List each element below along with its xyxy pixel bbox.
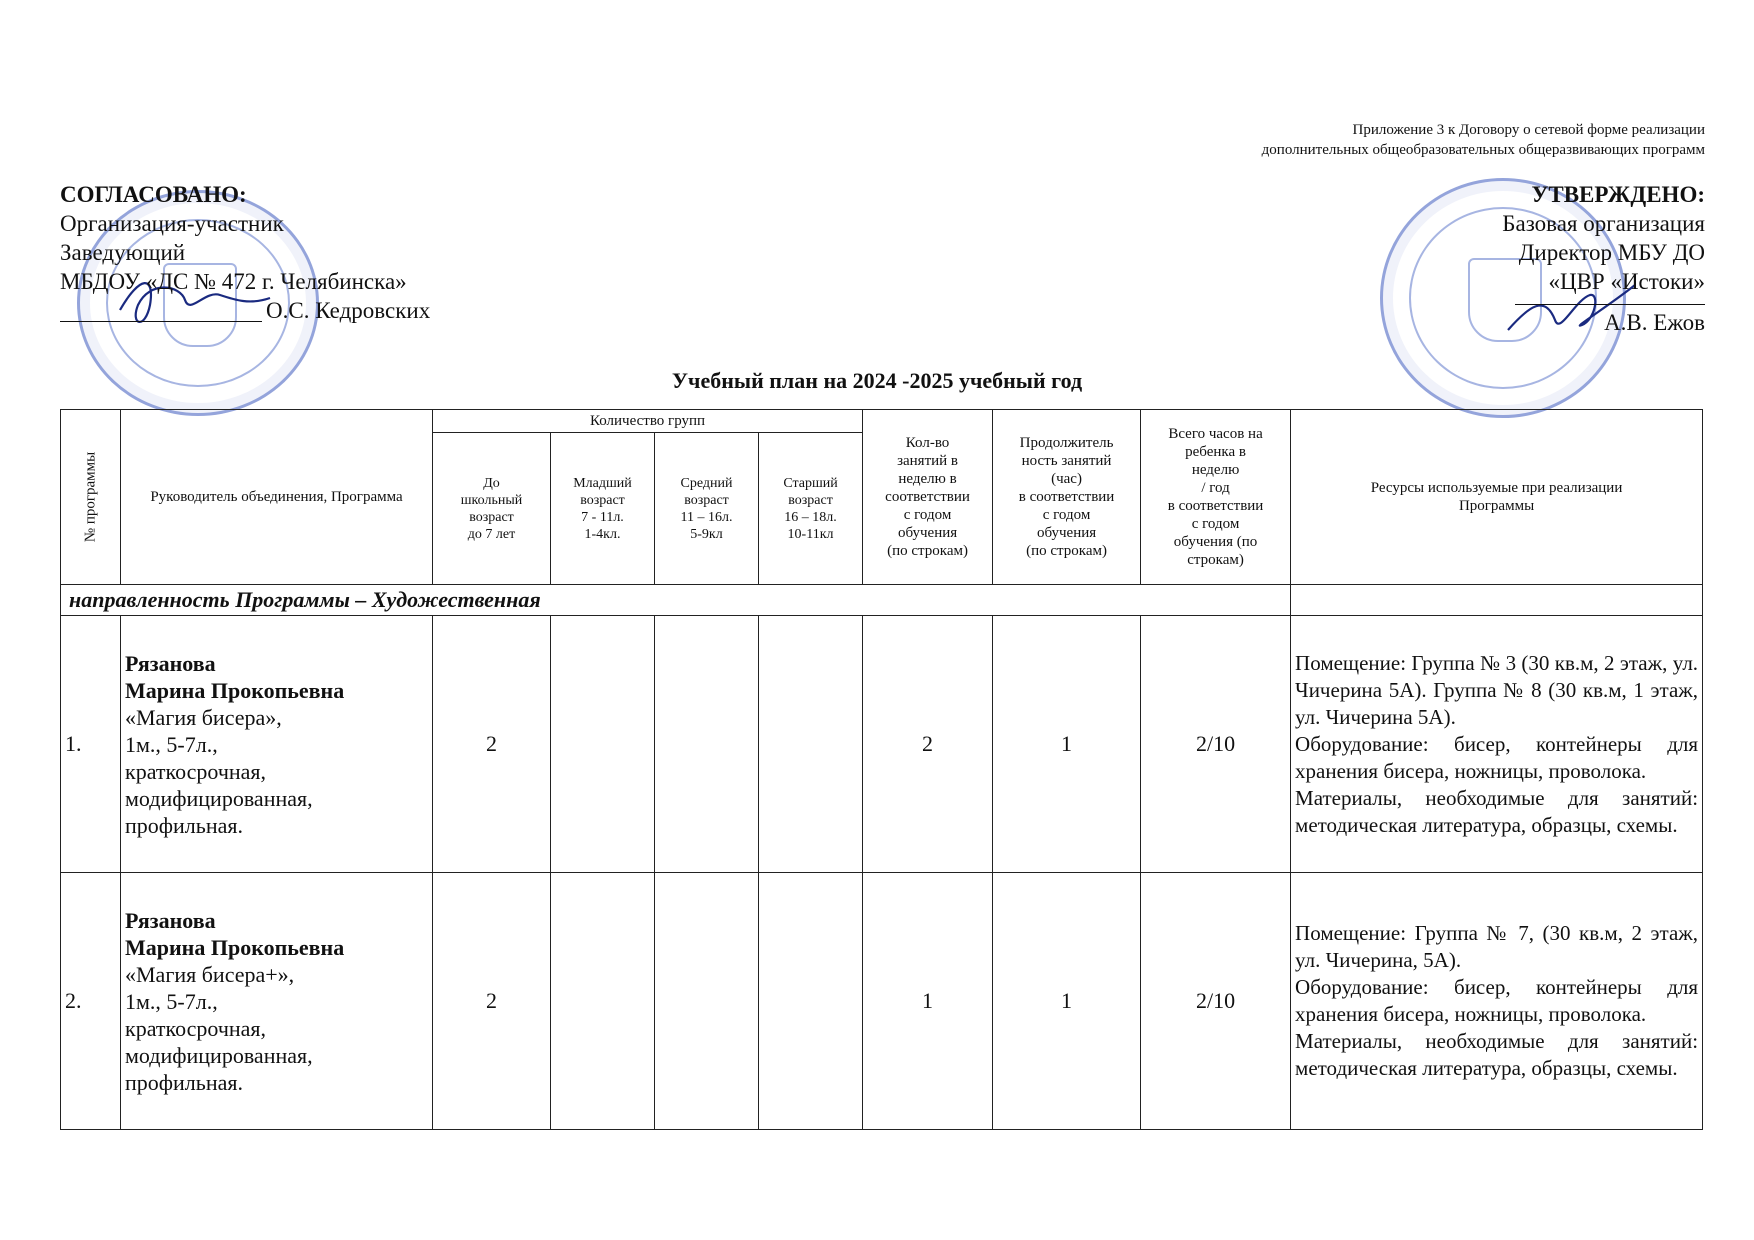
- header-middle-line: 5-9кл: [690, 526, 723, 542]
- approved-signature-line: [1285, 296, 1705, 308]
- table-header-row: [61, 410, 1703, 433]
- resource-materials: Материалы, необходимые для занятий: методическая литература, образцы, схемы.: [1295, 1029, 1699, 1080]
- approved-org: Базовая организация: [1502, 211, 1705, 236]
- agreed-signature-line: [60, 296, 530, 325]
- header-senior-line: 10-11кл: [787, 526, 834, 542]
- curriculum-table: [60, 409, 1703, 1130]
- page-title: Учебный план на 2024 -2025 учебный год: [671, 368, 1083, 393]
- row-number: 1.: [61, 616, 121, 873]
- cell-junior: [551, 873, 655, 1130]
- header-middle-line: Средний: [680, 475, 733, 491]
- leader-surname: Рязанова: [125, 907, 216, 933]
- program-detail: 1м., 5-7л.,: [125, 988, 218, 1014]
- header-middle: [655, 433, 759, 585]
- program-detail: краткосрочная,: [125, 758, 267, 784]
- program-detail: профильная.: [125, 1069, 243, 1095]
- header-senior-line: Старший: [783, 475, 838, 491]
- header-duration-line: (час): [1051, 471, 1082, 487]
- header-duration-line: в соответствии: [1018, 489, 1115, 505]
- cell-total: 2/10: [1141, 616, 1291, 873]
- header-lessons-line: с годом: [903, 507, 952, 523]
- header-total-hours: [1141, 410, 1291, 585]
- header-lessons-line: обучения: [897, 525, 958, 541]
- leader-name: Марина Прокопьевна: [125, 677, 345, 703]
- cell-middle: [655, 616, 759, 873]
- approved-signer: А.В. Ежов: [1604, 310, 1705, 335]
- program-name: «Магия бисера»,: [125, 704, 282, 730]
- header-program-number: [61, 410, 121, 585]
- header-total-line: / год: [1201, 480, 1230, 496]
- header-total-line: обучения (по: [1173, 534, 1258, 550]
- header-lessons-line: соответствии: [885, 489, 970, 505]
- header-middle-line: 11 – 16л.: [680, 509, 733, 525]
- approved-block: [1285, 180, 1705, 337]
- table-row: [61, 616, 1703, 873]
- header-lessons: [863, 410, 993, 585]
- agreed-position: Заведующий: [60, 240, 186, 265]
- cell-lessons: 1: [863, 873, 993, 1130]
- header-duration-line: обучения: [1036, 525, 1097, 541]
- header-total-line: неделю: [1191, 462, 1240, 478]
- cell-junior: [551, 616, 655, 873]
- program-detail: краткосрочная,: [125, 1015, 267, 1041]
- header-resources-line: Ресурсы используемые при реализации: [1370, 480, 1623, 496]
- program-detail: модифицированная,: [125, 785, 313, 811]
- header-junior: [551, 433, 655, 585]
- header-preschool-line: до 7 лет: [467, 526, 516, 542]
- cell-resources: [1291, 873, 1703, 1130]
- agreed-block: [60, 180, 530, 325]
- leader-surname: Рязанова: [125, 650, 216, 676]
- header-duration: [993, 410, 1141, 585]
- agreed-signer: О.С. Кедровских: [266, 298, 431, 323]
- header-program-number-text: № программы: [82, 451, 98, 543]
- table-row: [61, 873, 1703, 1130]
- header-total-line: Всего часов на: [1168, 426, 1263, 442]
- approved-institution: «ЦВР «Истоки»: [1548, 269, 1705, 294]
- section-empty-cell: [1291, 585, 1703, 616]
- header-junior-line: Младший: [573, 475, 632, 491]
- cell-senior: [759, 873, 863, 1130]
- section-label: направленность Программы – Художественная: [61, 585, 1291, 616]
- header-senior-line: 16 – 18л.: [784, 509, 837, 525]
- cell-lessons: 2: [863, 616, 993, 873]
- header-preschool-line: школьный: [460, 492, 523, 508]
- header-leader-text: Руководитель объединения, Программа: [150, 489, 403, 505]
- cell-duration: 1: [993, 873, 1141, 1130]
- section-row: [61, 585, 1703, 616]
- cell-middle: [655, 873, 759, 1130]
- resource-room: Помещение: Группа № 7, (30 кв.м, 2 этаж, ул. Чичерина, 5А).: [1295, 921, 1699, 972]
- agreed-title: СОГЛАСОВАНО:: [60, 182, 247, 207]
- approved-title: УТВЕРЖДЕНО:: [1531, 182, 1705, 207]
- header-duration-line: (по строкам): [1026, 543, 1107, 559]
- agreed-org: Организация-участник: [60, 211, 284, 236]
- row-number: 2.: [61, 873, 121, 1130]
- cell-duration: 1: [993, 616, 1141, 873]
- program-detail: 1м., 5-7л.,: [125, 731, 218, 757]
- resource-equipment: Оборудование: бисер, контейнеры для хранения бисера, ножницы, проволока.: [1295, 731, 1699, 783]
- header-preschool-line: До: [483, 475, 500, 491]
- header-groups-text: Количество групп: [589, 413, 706, 429]
- resource-equipment: Оборудование: бисер, контейнеры для хранения бисера, ножницы, проволока.: [1295, 975, 1699, 1026]
- header-resources: [1291, 410, 1703, 585]
- program-detail: модифицированная,: [125, 1042, 313, 1068]
- row-leader: [121, 616, 433, 873]
- header-junior-line: возраст: [580, 492, 625, 508]
- header-preschool: [433, 433, 551, 585]
- header-middle-line: возраст: [684, 492, 729, 508]
- header-lessons-line: Кол-во: [905, 435, 950, 451]
- row-leader: [121, 873, 433, 1130]
- header-groups: [433, 410, 863, 433]
- cell-resources: [1291, 616, 1703, 873]
- cell-preschool: 2: [433, 873, 551, 1130]
- header-junior-line: 1-4кл.: [584, 526, 621, 542]
- header-junior-line: 7 - 11л.: [581, 509, 624, 525]
- agreed-institution: МБДОУ «ДС № 472 г. Челябинска»: [60, 269, 407, 294]
- header-duration-line: Продолжитель: [1019, 435, 1114, 451]
- appendix-note: [1005, 120, 1705, 160]
- cell-total: 2/10: [1141, 873, 1291, 1130]
- header-lessons-line: (по строкам): [887, 543, 968, 559]
- appendix-line: дополнительных общеобразовательных общеразвивающих программ: [1261, 142, 1705, 158]
- resource-room: Помещение: Группа № 3 (30 кв.м, 2 этаж, ул. Чичерина 5А). Группа № 8 (30 кв.м, 1 этаж, ул. Чичерина 5А).: [1295, 650, 1699, 729]
- header-total-line: в соответствии: [1167, 498, 1264, 514]
- approved-position: Директор МБУ ДО: [1518, 240, 1705, 265]
- cell-senior: [759, 616, 863, 873]
- header-duration-line: ность занятий: [1021, 453, 1112, 469]
- appendix-line: Приложение 3 к Договору о сетевой форме реализации: [1352, 122, 1705, 138]
- header-preschool-line: возраст: [469, 509, 514, 525]
- header-senior-line: возраст: [788, 492, 833, 508]
- header-lessons-line: неделю в: [898, 471, 957, 487]
- header-leader: [121, 410, 433, 585]
- header-resources-line: Программы: [1458, 498, 1535, 514]
- program-detail: профильная.: [125, 812, 243, 838]
- leader-name: Марина Прокопьевна: [125, 934, 345, 960]
- cell-preschool: 2: [433, 616, 551, 873]
- header-lessons-line: занятий в: [897, 453, 959, 469]
- header-total-line: с годом: [1191, 516, 1240, 532]
- header-total-line: ребенка в: [1185, 444, 1246, 460]
- program-name: «Магия бисера+»,: [125, 961, 295, 987]
- header-senior: [759, 433, 863, 585]
- resource-materials: Материалы, необходимые для занятий: методическая литература, образцы, схемы.: [1295, 785, 1699, 837]
- header-total-line: строкам): [1187, 552, 1244, 568]
- header-duration-line: с годом: [1042, 507, 1091, 523]
